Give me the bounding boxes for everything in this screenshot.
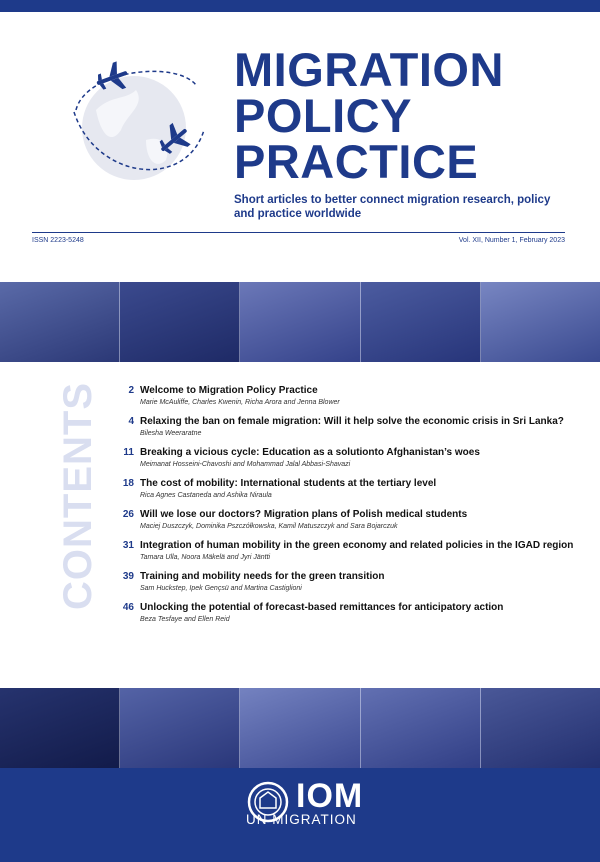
toc-article-title: Training and mobility needs for the green transition (140, 571, 385, 582)
toc-entry[interactable] (110, 447, 580, 470)
toc-entry[interactable] (110, 416, 580, 439)
toc-page-number: 4 (128, 416, 134, 427)
toc-page-number: 31 (122, 540, 134, 551)
toc-page-number: 46 (122, 602, 134, 613)
photo-market (120, 688, 240, 768)
toc-authors: Marie McAuliffe, Charles Kwenin, Richa Arora and Jenna Blower (140, 399, 340, 406)
photo-vests (240, 688, 360, 768)
toc-entry[interactable] (110, 571, 580, 594)
photo-construction (361, 688, 481, 768)
toc-entry[interactable] (110, 509, 580, 532)
photo-fisherman (481, 282, 600, 362)
photo-boxes (481, 688, 600, 768)
toc-entry[interactable] (110, 478, 580, 501)
toc-authors: Meimanat Hosseini-Chavoshi and Mohammad Jalal Abbasi-Shavazi (140, 461, 351, 468)
toc-authors: Beza Tesfaye and Ellen Reid (140, 616, 230, 623)
toc-authors: Rica Agnes Castaneda and Ashika Niraula (140, 492, 272, 499)
contents-text: CONTENTS (56, 382, 100, 610)
photo-crowd (120, 282, 240, 362)
toc-entry[interactable] (110, 602, 580, 625)
globe-airplanes-icon (66, 50, 216, 200)
table-of-contents (110, 385, 580, 633)
toc-page-number: 39 (122, 571, 134, 582)
photo-boats (0, 282, 120, 362)
toc-page-number: 26 (122, 509, 134, 520)
org-tagline: UN MIGRATION (246, 812, 357, 827)
toc-authors: Bilesha Weeraratne (140, 430, 202, 437)
title-line-2: POLICY (234, 89, 412, 142)
toc-entry[interactable] (110, 385, 580, 408)
top-color-bar (0, 0, 600, 12)
toc-article-title: The cost of mobility: International students at the tertiary level (140, 478, 437, 489)
toc-article-title: Breaking a vicious cycle: Education as a solutionto Afghanistan’s woes (140, 447, 480, 458)
title-line-3: PRACTICE (234, 135, 479, 188)
photo-field (361, 282, 481, 362)
org-name: IOM (296, 777, 364, 815)
toc-article-title: Relaxing the ban on female migration: Will it help solve the economic crisis in Sri Lanka? (140, 416, 564, 427)
toc-article-title: Integration of human mobility in the green economy and related policies in the IGAD region (140, 540, 574, 551)
toc-article-title: Unlocking the potential of forecast-based remittances for anticipatory action (140, 602, 504, 613)
toc-page-number: 11 (123, 447, 134, 458)
toc-authors: Sam Huckstep, Ipek Gençsü and Martina Castiglioni (140, 585, 302, 592)
toc-authors: Maciej Duszczyk, Dominika Pszczółkowska, Kamil Matuszczyk and Sara Bojarczuk (140, 523, 398, 530)
bottom-photo-strip (0, 688, 600, 768)
toc-article-title: Welcome to Migration Policy Practice (140, 385, 318, 396)
toc-page-number: 18 (122, 478, 134, 489)
toc-article-title: Will we lose our doctors? Migration plans of Polish medical students (140, 509, 468, 520)
issn-label: ISSN 2223-5248 (32, 237, 84, 244)
title-line-1: MIGRATION (234, 43, 504, 96)
masthead-title (234, 43, 504, 188)
header-divider (32, 232, 565, 233)
photo-workers (240, 282, 360, 362)
photo-night (0, 688, 120, 768)
toc-entry[interactable] (110, 540, 580, 563)
top-photo-strip (0, 282, 600, 362)
contents-vertical-label (56, 382, 100, 610)
masthead-subtitle: Short articles to better connect migration research, policy and practice worldwide (234, 194, 551, 220)
volume-label: Vol. XII, Number 1, February 2023 (458, 237, 565, 244)
toc-authors: Tamara Ulla, Noora Mäkelä and Jyri Jäntti (140, 554, 271, 561)
toc-page-number: 2 (128, 385, 134, 396)
